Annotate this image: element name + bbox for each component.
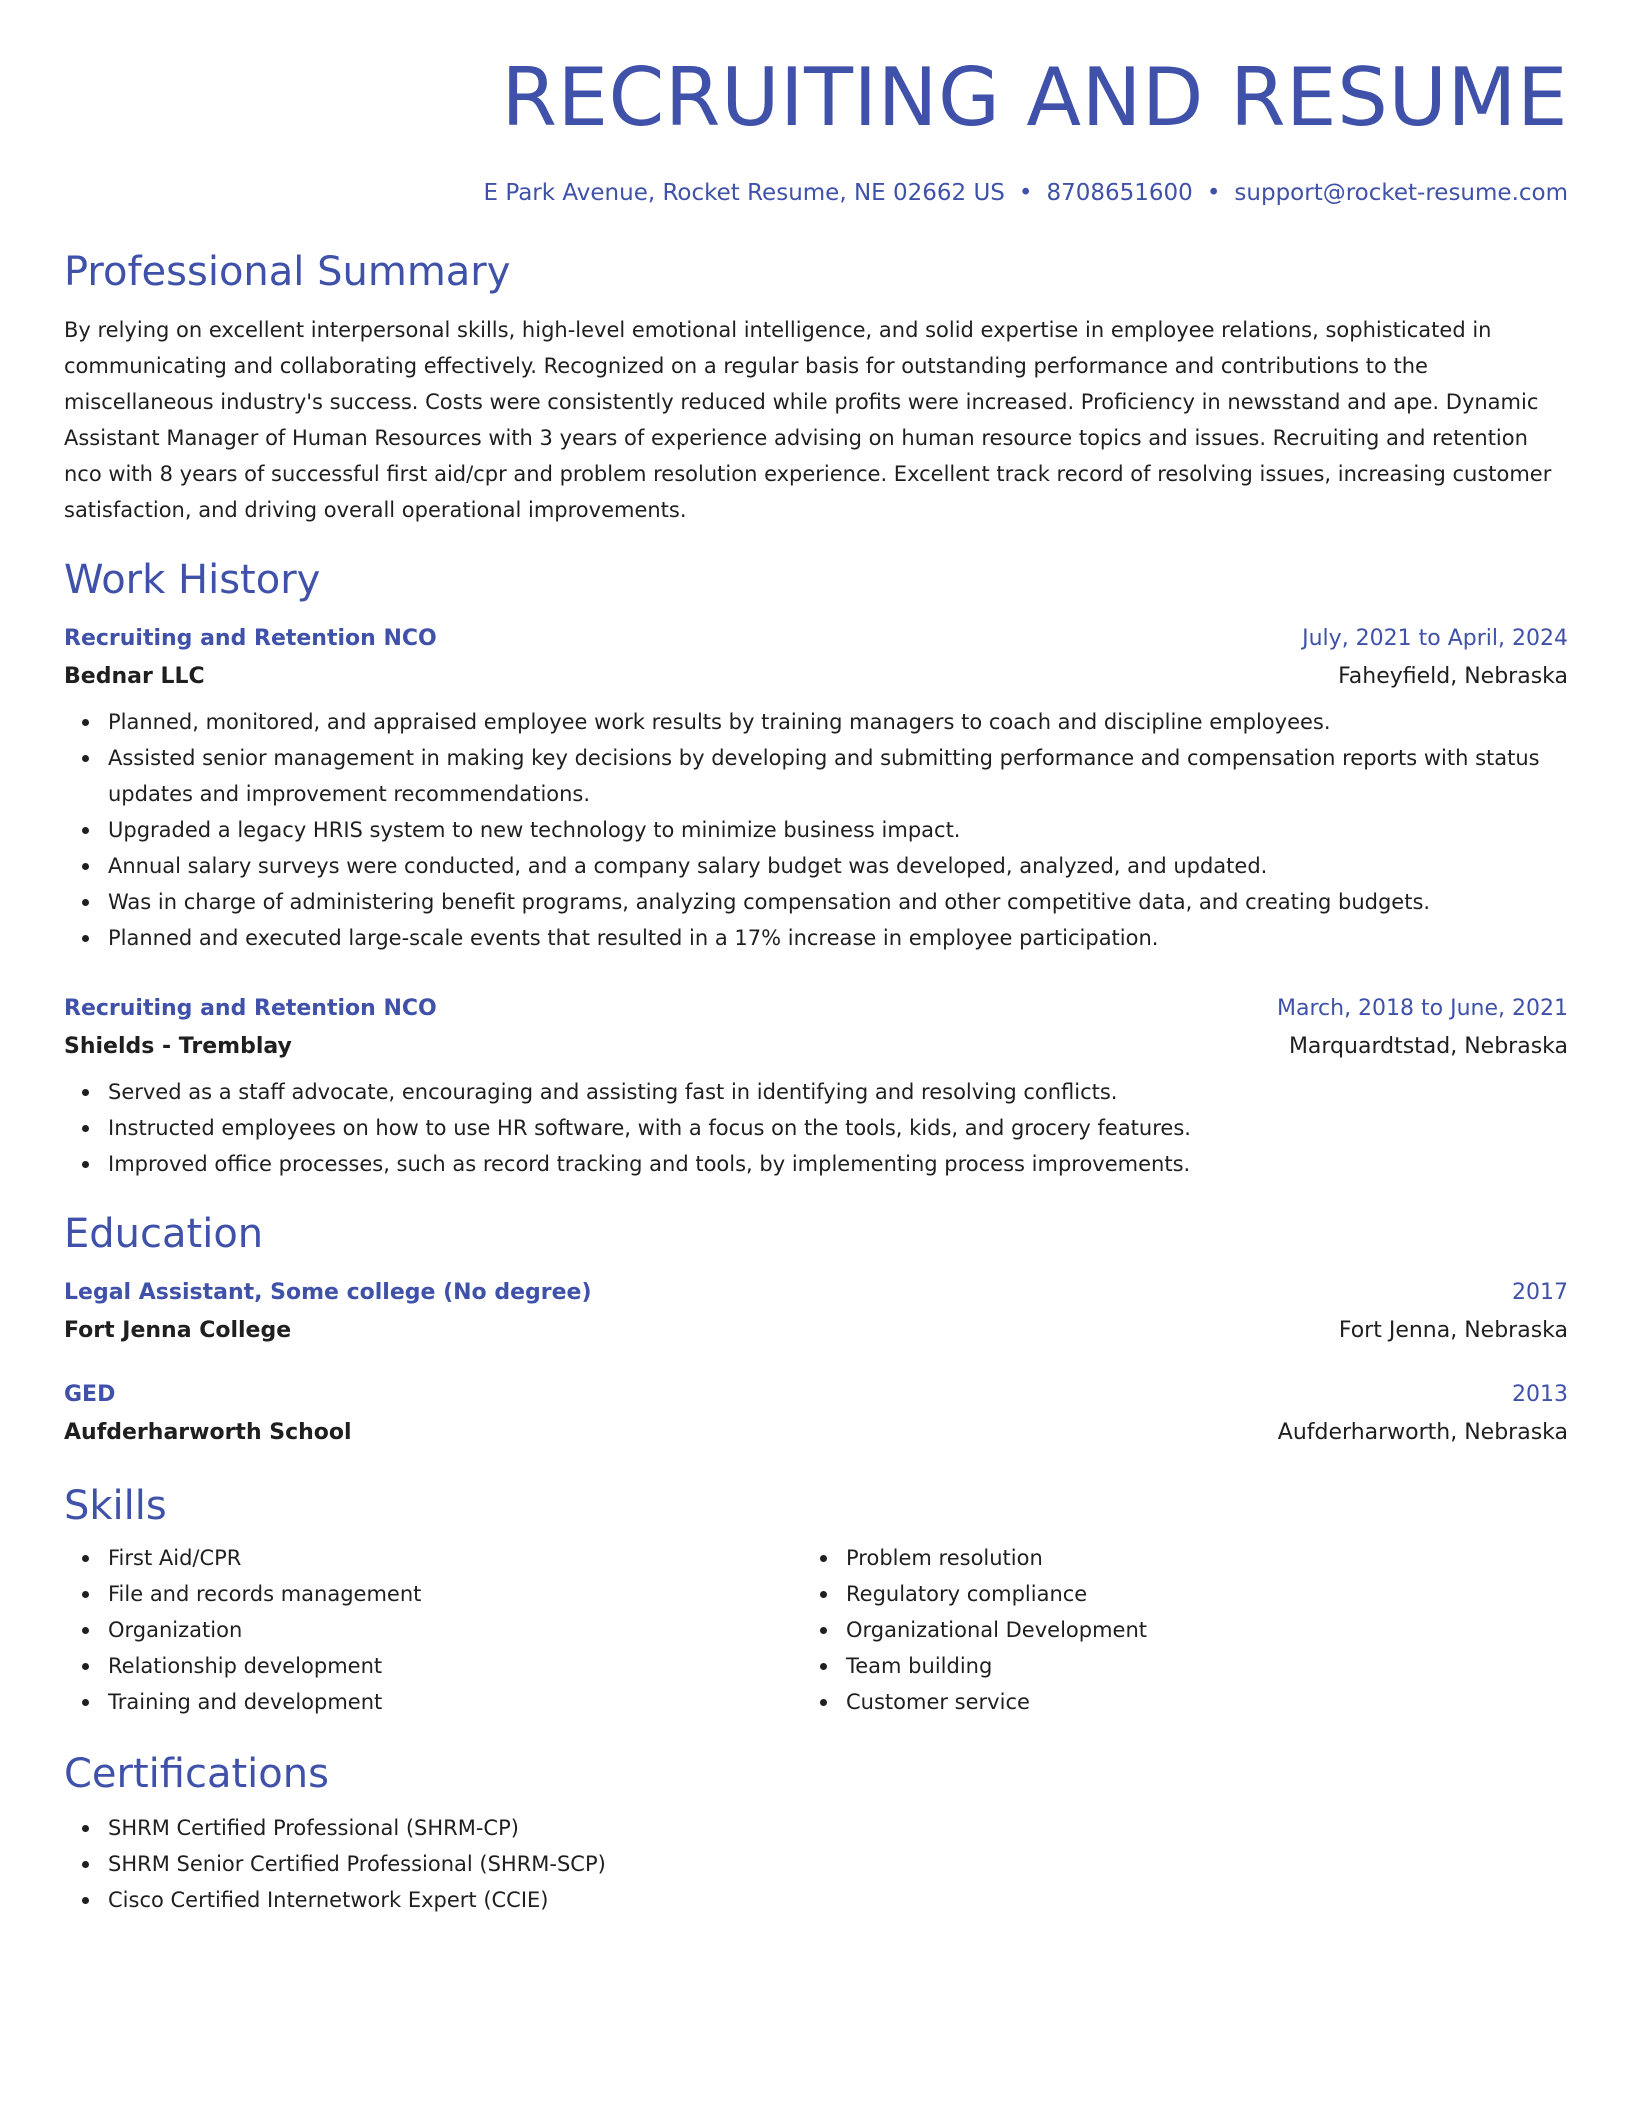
certifications-list [64,1810,1568,1918]
job-bullet: Annual salary surveys were conducted, and a company salary budget was developed, analyzed, and updated. [108,848,1568,884]
education-school: Aufderharworth School [64,1420,352,1445]
education-school-row [64,1410,1568,1448]
education-year: 2017 [1512,1280,1568,1305]
professional-summary-section [64,248,1568,528]
contact-phone[interactable]: 8708651600 [1046,180,1193,206]
job-bullet-list [64,704,1568,956]
section-title-certifications: Certifications [64,1751,329,1797]
summary-text: By relying on excellent interpersonal skills, high-level emotional intelligence, and solid expertise in employee relations, sophisticated in communicating and collaborating effectively. Recognized on a regular basis for outstanding performance and contributions to the miscellaneous industry's success. Costs were consistently reduced while profits were increased. Proficiency in newsstand and ape. Dynamic Assistant Manager of Human Resources with 3 years of experience advising on human resource topics and issues. Recruiting and retention nco with 8 years of successful first aid/cpr and problem resolution experience. Excellent track record of resolving issues, increasing customer satisfaction, and driving overall operational improvements. [64,318,1552,522]
job-header-row [64,994,1568,1024]
skills-section [64,1482,1568,1720]
job-bullet-list [64,1074,1568,1182]
skills-list-left [64,1540,802,1720]
skills-list-right [802,1540,1540,1720]
skill-item: Customer service [846,1684,1540,1720]
skill-item: File and records management [108,1576,802,1612]
education-year: 2013 [1512,1382,1568,1407]
candidate-name: RECRUITING AND RESUME [501,51,1568,144]
education-section [64,1210,1568,1448]
job-bullet: Planned, monitored, and appraised employee work results by training managers to coach and discipline employees. [108,704,1568,740]
contact-email[interactable]: support@rocket-resume.com [1234,180,1568,206]
job-dates: March, 2018 to June, 2021 [1277,996,1568,1021]
resume-header [64,50,1568,208]
education-location: Fort Jenna, Nebraska [1338,1318,1568,1343]
job-location: Marquardtstad, Nebraska [1288,1034,1568,1059]
job-bullet: Planned and executed large-scale events that resulted in a 17% increase in employee participation. [108,920,1568,956]
job-dates: July, 2021 to April, 2024 [1302,626,1568,651]
education-school-row [64,1308,1568,1346]
certification-item: SHRM Senior Certified Professional (SHRM-SCP) [108,1846,1568,1882]
skill-item: First Aid/CPR [108,1540,802,1576]
skill-item: Problem resolution [846,1540,1540,1576]
skill-item: Regulatory compliance [846,1576,1540,1612]
education-location: Aufderharworth, Nebraska [1277,1420,1568,1445]
education-degree: Legal Assistant, Some college (No degree) [64,1280,592,1305]
contact-address: E Park Avenue, Rocket Resume, NE 02662 US [483,180,1005,206]
education-degree: GED [64,1382,116,1407]
work-history-section [64,556,1568,1182]
job-role: Recruiting and Retention NCO [64,626,437,651]
job-role: Recruiting and Retention NCO [64,996,437,1021]
job-header-row [64,624,1568,654]
education-entry [64,1380,1568,1448]
job-bullet: Improved office processes, such as record tracking and tools, by implementing process improvements. [108,1146,1568,1182]
certification-item: SHRM Certified Professional (SHRM-CP) [108,1810,1568,1846]
section-title-education: Education [64,1211,264,1257]
skill-item: Relationship development [108,1648,802,1684]
job-company-row [64,1024,1568,1062]
contact-separator: • [1018,180,1033,206]
skill-item: Team building [846,1648,1540,1684]
job-company-row [64,654,1568,692]
section-title-summary: Professional Summary [64,249,511,295]
job-bullet: Instructed employees on how to use HR software, with a focus on the tools, kids, and grocery features. [108,1110,1568,1146]
contact-line [64,178,1568,208]
education-header-row [64,1380,1568,1410]
skills-columns [64,1540,1568,1720]
skill-item: Training and development [108,1684,802,1720]
section-title-skills: Skills [64,1483,167,1529]
education-school: Fort Jenna College [64,1318,292,1343]
skill-item: Organization [108,1612,802,1648]
job-entry [64,624,1568,956]
job-company: Shields - Tremblay [64,1034,292,1059]
certification-item: Cisco Certified Internetwork Expert (CCIE) [108,1882,1568,1918]
job-entry [64,994,1568,1182]
job-bullet: Was in charge of administering benefit programs, analyzing compensation and other competitive data, and creating budgets. [108,884,1568,920]
job-bullet: Upgraded a legacy HRIS system to new technology to minimize business impact. [108,812,1568,848]
skill-item: Organizational Development [846,1612,1540,1648]
section-title-work-history: Work History [64,557,321,603]
contact-separator: • [1206,180,1221,206]
certifications-section [64,1750,1568,1918]
job-company: Bednar LLC [64,664,205,689]
education-entry [64,1278,1568,1346]
job-location: Faheyfield, Nebraska [1338,664,1568,689]
job-bullet: Served as a staff advocate, encouraging and assisting fast in identifying and resolving conflicts. [108,1074,1568,1110]
job-bullet: Assisted senior management in making key decisions by developing and submitting performance and compensation reports with status updates and improvement recommendations. [108,740,1568,812]
education-header-row [64,1278,1568,1308]
